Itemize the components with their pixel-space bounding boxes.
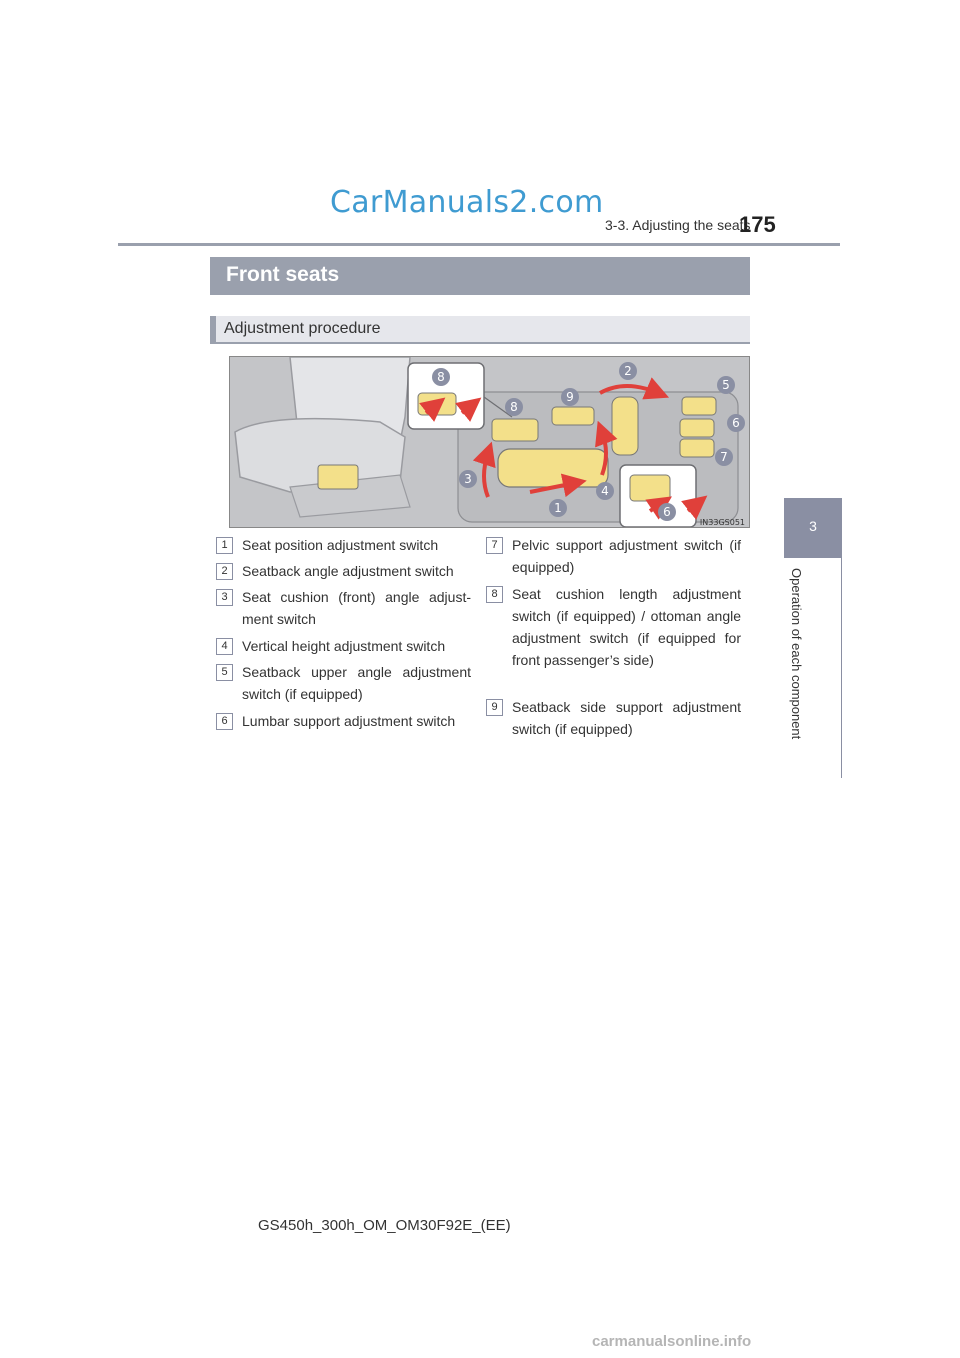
seat-illustration (229, 356, 750, 528)
legend-num-3: 3 (216, 589, 233, 606)
chapter-tab-rule (841, 558, 842, 778)
legend-text-2: Seatback angle adjustment switch (242, 563, 454, 579)
switch-lumbar (680, 419, 714, 437)
subtitle: Adjustment procedure (224, 320, 381, 337)
subtitle-accent (210, 316, 216, 344)
switch-seat-position (498, 449, 608, 487)
legend-text-1: Seat position adjustment switch (242, 537, 439, 553)
footer-code: GS450h_300h_OM_OM30F92E_(EE) (258, 1217, 511, 1234)
legend-num-1: 1 (216, 537, 233, 554)
callout-1: 1 (554, 501, 562, 515)
legend-num-5: 5 (216, 664, 233, 681)
callout-7: 7 (720, 450, 728, 464)
legend-text-5: Seatback upper angle adjustment switch (if equipped) (242, 664, 471, 702)
watermark-bottom: carmanualsonline.info (592, 1333, 752, 1350)
callout-6a: 6 (732, 416, 740, 430)
legend-text-3: Seat cushion (front) angle adjust-ment switch (242, 589, 471, 627)
callout-4: 4 (601, 484, 609, 498)
title-bar (210, 257, 750, 295)
switch-seatback-angle (612, 397, 638, 455)
subtitle-bar (210, 316, 750, 344)
switch-cushion-length (492, 419, 538, 441)
callout-2: 2 (624, 364, 632, 378)
page-number: 175 (739, 212, 776, 237)
legend-num-6: 6 (216, 713, 233, 730)
callout-6b: 6 (663, 505, 671, 519)
legend-num-9: 9 (486, 699, 503, 716)
illustration-code: IN33GS051 (699, 518, 745, 527)
legend-num-8: 8 (486, 586, 503, 603)
legend-num-2: 2 (216, 563, 233, 580)
legend-right (486, 534, 741, 744)
chapter-tab-label: Operation of each component (789, 568, 804, 740)
section-header: 3-3. Adjusting the seats (605, 217, 751, 233)
callout-5: 5 (722, 378, 730, 392)
legend-num-7: 7 (486, 537, 503, 554)
legend-text-8: Seat cushion length adjustment switch (if equipped) / ottoman angle adjustment switch (if equipped for front passenger’s side) (512, 586, 741, 668)
legend-text-9: Seatback side support adjustment switch (if equipped) (512, 699, 741, 737)
watermark-top: CarManuals2.com (330, 185, 604, 220)
chapter-tab (784, 498, 842, 558)
legend-left (216, 534, 471, 744)
legend-num-4: 4 (216, 638, 233, 655)
switch-pelvic (680, 439, 714, 457)
legend-text-4: Vertical height adjustment switch (242, 638, 446, 654)
header-rule (118, 243, 840, 246)
callout-3: 3 (464, 472, 472, 486)
page-title: Front seats (226, 263, 340, 286)
callout-9: 9 (566, 390, 574, 404)
legend-text-6: Lumbar support adjustment switch (242, 713, 456, 729)
callout-8a: 8 (437, 370, 445, 384)
legend-text-7: Pelvic support adjustment switch (if equipped) (512, 537, 741, 575)
switch-seatback-upper (682, 397, 716, 415)
chapter-tab-number: 3 (809, 518, 817, 534)
callout-8b: 8 (510, 400, 518, 414)
switch-side-support (552, 407, 594, 425)
